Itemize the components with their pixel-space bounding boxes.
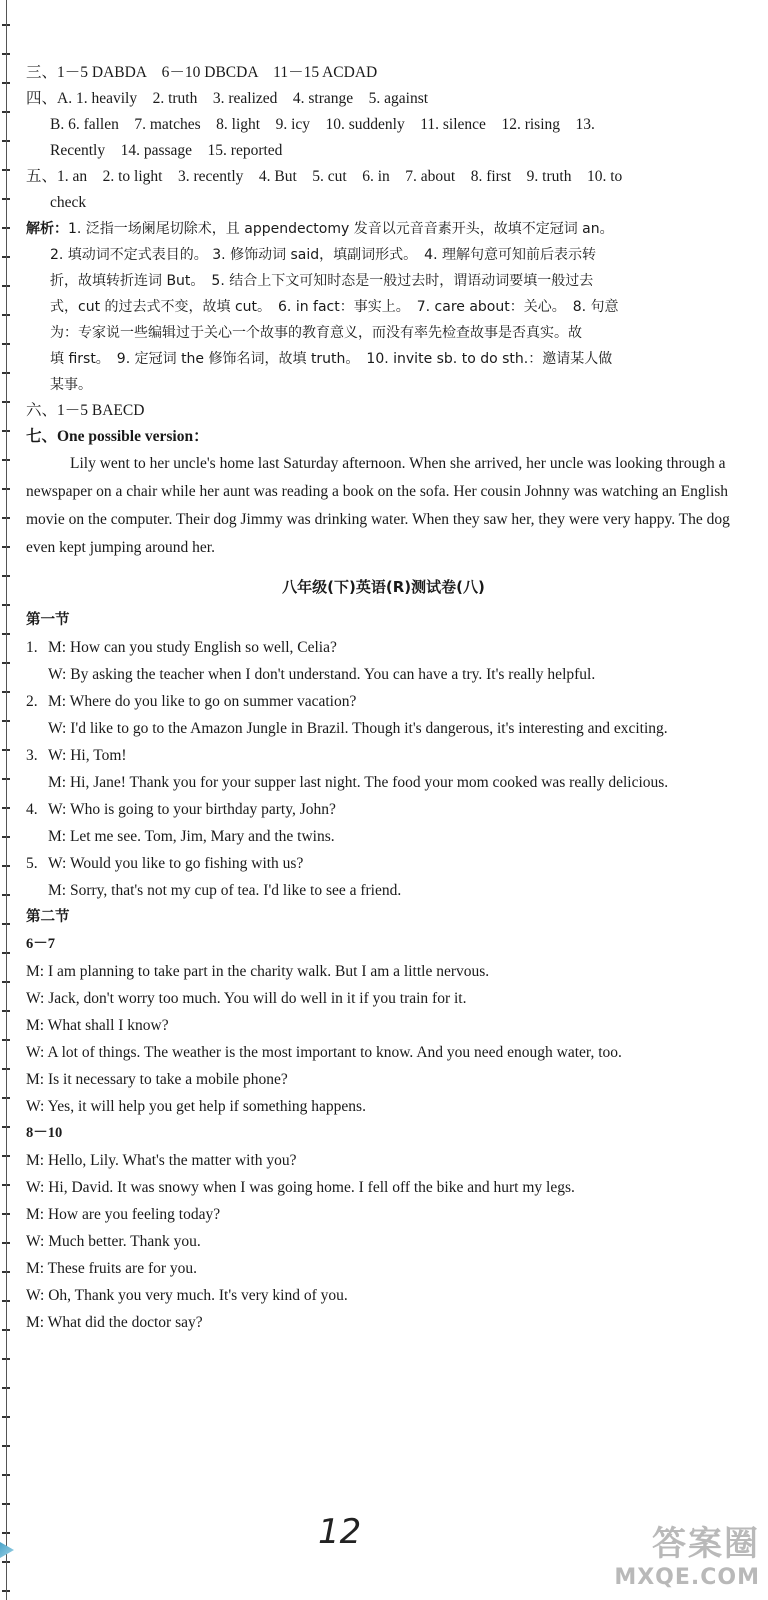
answers-section-5-line2: check [50,194,87,211]
answers-section-4b-line2: Recently 14. passage 15. reported [50,142,283,159]
question-number: 4. [26,801,38,818]
dialog-text: W: Who is going to your birthday party, John? [48,801,336,818]
question-number: 3. [26,747,38,764]
analysis-line-1: 解析：1. 泛指一场阑尾切除术，且 appendectomy 发音以元音音素开头，故填不定冠词 an。 [26,221,614,237]
dialog-text: W: By asking the teacher when I don't understand. You can have a try. It's really helpful. [48,666,596,683]
test-title: 八年级(下)英语(R)测试卷(八) [282,578,485,596]
group1-label: 6－7 [26,936,55,952]
dialog-line: W: A lot of things. The weather is the most important to know. And you need enough water, too. [26,1044,622,1061]
dialog-line [26,769,741,796]
dialog-line [26,796,741,823]
answers-section-7-label: 七、One possible version： [26,428,209,445]
dialog-line: M: Hello, Lily. What's the matter with you? [26,1152,297,1169]
dialog-line: M: These fruits are for you. [26,1260,198,1277]
dialog-text: M: Hi, Jane! Thank you for your supper last night. The food your mom cooked was really delicious. [48,774,669,791]
dialog-text: M: How can you study English so well, Celia? [48,639,337,656]
dialog-line: M: What shall I know? [26,1017,169,1034]
analysis-line-7: 某事。 [50,377,92,393]
analysis-line-3: 折，故填转折连词 But。 5. 结合上下文可知时态是一般过去时，谓语动词要填一般过去 [50,273,594,289]
answers-section-4b-line1: B. 6. fallen 7. matches 8. light 9. icy 10. suddenly 11. silence 12. rising 13. [50,116,595,133]
analysis-label: 解析： [26,221,68,237]
binding-edge [0,0,14,1600]
dialog-line [26,850,741,877]
question-number [26,877,48,904]
part2-label: 第二节 [26,909,70,925]
dialog-line: M: Is it necessary to take a mobile phone? [26,1071,288,1088]
part1-dialogs [26,634,741,904]
dialog-line [26,877,741,904]
dialog-line: W: Oh, Thank you very much. It's very kind of you. [26,1287,348,1304]
analysis-line-2: 2. 填动词不定式表目的。 3. 修饰动词 said，填副词形式。 4. 理解句意可知前后表示转 [50,247,596,263]
dialog-line: M: How are you feeling today? [26,1206,221,1223]
dialog-line [26,661,741,688]
analysis-line-4: 式，cut 的过去式不变，故填 cut。 6. in fact：事实上。 7. care about：关心。 8. 句意 [50,299,619,315]
question-number [26,661,48,688]
site-watermark [590,1516,760,1594]
group1-dialog [26,958,741,1120]
answers-section-6: 六、1－5 BAECD [26,402,145,419]
dialog-text: W: Hi, Tom! [48,747,127,764]
dialog-text: W: Would you like to go fishing with us? [48,855,304,872]
answers-section-3: 三、1－5 DABDA 6－10 DBCDA 11－15 ACDAD [26,64,378,81]
dialog-line [26,634,741,661]
dialog-text: M: Let me see. Tom, Jim, Mary and the twins. [48,828,335,845]
question-number [26,823,48,850]
dialog-text: M: Sorry, that's not my cup of tea. I'd like to see a friend. [48,882,402,899]
page-content [26,60,741,1336]
dialog-line: W: Jack, don't worry too much. You will do well in it if you train for it. [26,990,467,1007]
question-number: 5. [26,855,38,872]
dialog-line: M: What did the doctor say? [26,1314,203,1331]
handwritten-page-number: 12 [318,1512,362,1552]
dialog-line [26,823,741,850]
dialog-line: W: Much better. Thank you. [26,1233,201,1250]
group2-label: 8－10 [26,1125,63,1141]
dialog-line: W: Yes, it will help you get help if something happens. [26,1098,366,1115]
answers-section-4a: 四、A. 1. heavily 2. truth 3. realized 4. strange 5. against [26,90,429,107]
question-number [26,715,48,742]
dialog-line [26,688,741,715]
dialog-text: W: I'd like to go to the Amazon Jungle in Brazil. Though it's dangerous, it's interesting and exciting. [48,720,668,737]
dialog-line [26,742,741,769]
dialog-text: M: Where do you like to go on summer vacation? [48,693,357,710]
question-number: 2. [26,693,38,710]
dialog-line: W: Hi, David. It was snowy when I was going home. I fell off the bike and hurt my legs. [26,1179,575,1196]
part1-label: 第一节 [26,612,70,628]
dialog-line [26,715,741,742]
analysis-line-5: 为：专家说一些编辑过于关心一个故事的教育意义，而没有率先检查故事是否真实。故 [50,325,582,341]
writing-sample-passage: Lily went to her uncle's home last Saturday afternoon. When she arrived, her uncle was looking through a newspaper on a chair while her aunt was reading a book on the sofa. Her cousin Johnny was watching an English movie on the computer. Their dog Jimmy was drinking water. When they saw her, they were very happy. The dog even kept jumping around her. [26,455,730,556]
watermark-logo: 答案圈 [652,1524,760,1564]
question-number [26,769,48,796]
watermark-url: MXQE.COM [614,1565,760,1590]
dialog-line: M: I am planning to take part in the charity walk. But I am a little nervous. [26,963,490,980]
question-number: 1. [26,639,38,656]
analysis-line-6: 填 first。 9. 定冠词 the 修饰名词，故填 truth。 10. invite sb. to do sth.：邀请某人做 [50,351,613,367]
answers-section-5-line1: 五、1. an 2. to light 3. recently 4. But 5. cut 6. in 7. about 8. first 9. truth 10. to [26,168,623,185]
group2-dialog [26,1147,741,1336]
